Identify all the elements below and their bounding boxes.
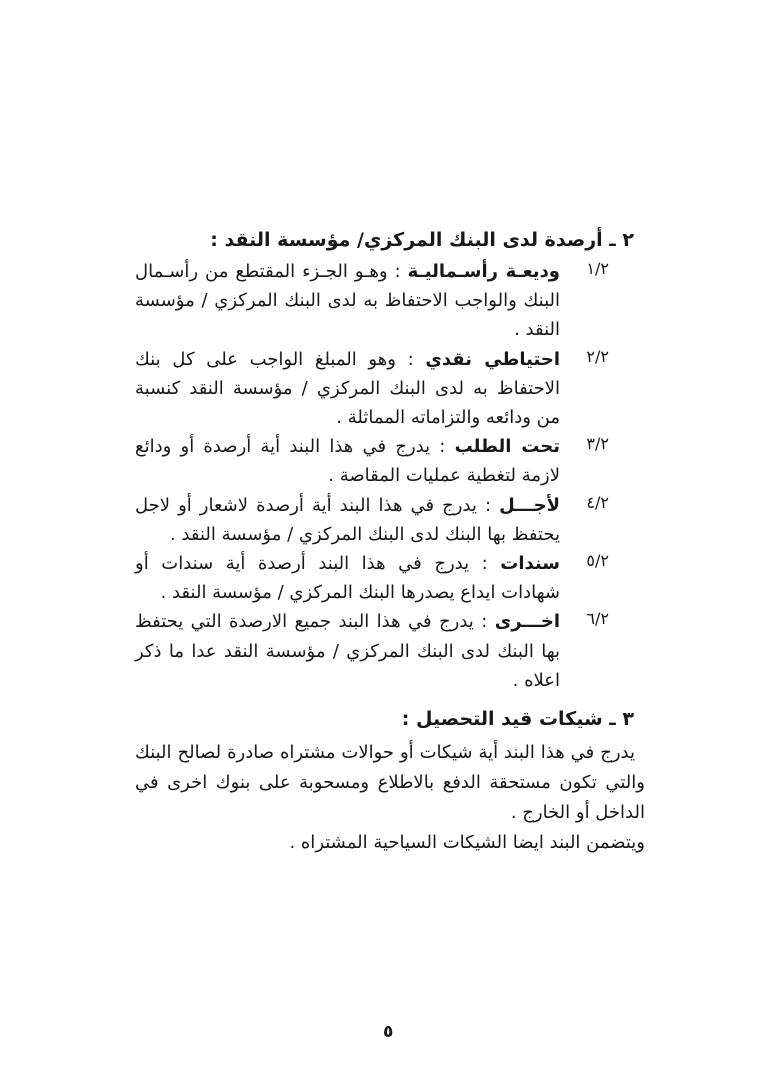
item-number: ١/٢ bbox=[586, 259, 609, 278]
section-2-items bbox=[135, 257, 645, 695]
list-item-2-4 bbox=[135, 491, 645, 549]
list-item-2-2 bbox=[135, 345, 645, 433]
item-body: : يدرج في هذا البند جميع الارصدة التي يحتفظ بها البنك لدى البنك المركزي / مؤسسة النقد عدا ما ذكر اعلاه . bbox=[135, 611, 560, 691]
item-body: : يدرج في هذا البند أرصدة أية سندات أو شهادات ايداع يصدرها البنك المركزي / مؤسسة النقد . bbox=[135, 553, 560, 604]
list-item-2-5 bbox=[135, 549, 645, 607]
item-term: احتياطي نقدي bbox=[425, 348, 560, 370]
item-body: : يدرج في هذا البند أية أرصدة لاشعار أو لاجل يحتفظ بها البنك لدى البنك المركزي / مؤسسة النقد . bbox=[135, 494, 560, 545]
page-number: ٥ bbox=[383, 1022, 394, 1042]
item-number: ٤/٢ bbox=[586, 492, 609, 512]
item-number: ٣/٢ bbox=[586, 434, 609, 454]
item-number: ٥/٢ bbox=[586, 551, 609, 571]
list-item-2-6 bbox=[135, 607, 645, 695]
item-body: : وهو المبلغ الواجب على كل بنك الاحتفاظ به لدى البنك المركزي / مؤسسة النقد كنسبة من ودائعه والتزاماته المماثلة . bbox=[135, 348, 560, 429]
item-term: تحت الطلب bbox=[454, 436, 561, 458]
item-term: لأجـــل bbox=[499, 494, 560, 516]
item-term: اخـــرى bbox=[494, 611, 560, 633]
item-body: : يدرج في هذا البند أية أرصدة أو ودائع لازمة لتغطية عمليات المقاصة . bbox=[135, 436, 560, 487]
section-2-heading: ٢ ـ أرصدة لدى البنك المركزي/ مؤسسة النقد : bbox=[210, 229, 634, 251]
section-3-paragraphs bbox=[135, 738, 645, 858]
item-number: ٢/٢ bbox=[586, 346, 609, 366]
section-3-paragraph-1: يدرج في هذا البند أية شيكات أو حوالات مشتراه صادرة لصالح البنك والتي تكون مستحقة الدفع بالاطلاع ومسحوبة على بنوك اخرى في الداخل أو الخارج . bbox=[135, 742, 645, 824]
list-item-2-3 bbox=[135, 432, 645, 490]
item-body: : وهـو الجـزء المقتطع من رأسـمال البنك والواجب الاحتفاظ به لدى البنك المركزي / مؤسسة النقد . bbox=[135, 261, 560, 341]
list-item-2-1 bbox=[135, 257, 645, 345]
section-3-heading: ٣ ـ شيكات قيد التحصيل : bbox=[401, 708, 634, 731]
item-term: وديعـة رأسـماليـة bbox=[407, 261, 560, 282]
item-number: ٦/٢ bbox=[586, 609, 609, 629]
page-content bbox=[135, 226, 645, 858]
section-3-paragraph-2: ويتضمن البند ايضا الشيكات السياحية المشتراه . bbox=[289, 832, 645, 854]
item-term: سندات bbox=[500, 553, 560, 575]
